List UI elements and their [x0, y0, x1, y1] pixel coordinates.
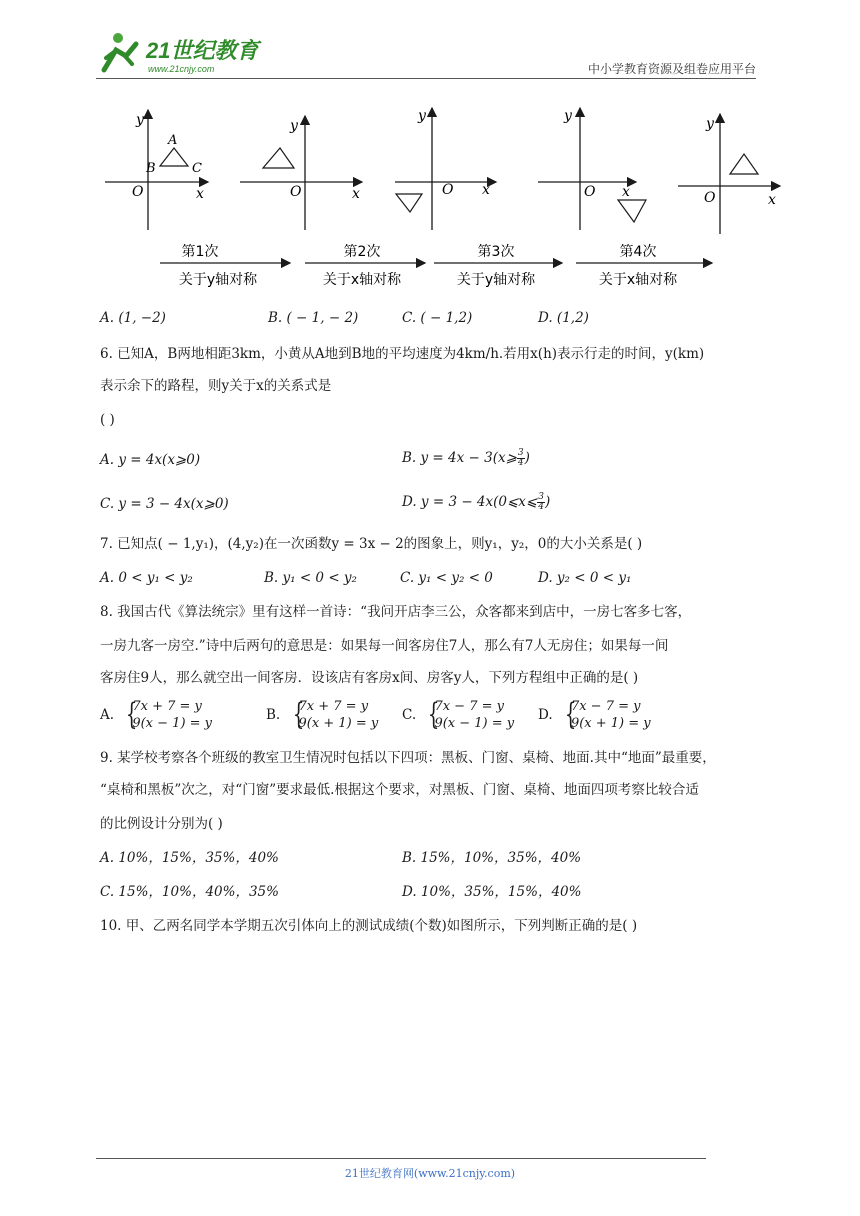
q6-line-1: 6. 已知A，B两地相距3km，小黄从A地到B地的平均速度为4km/h.若用x(h)表示行走的时间，y(km)	[100, 346, 705, 362]
q9-option-a: A. 10%，15%，35%，40%	[100, 850, 279, 866]
q8-line-3: 客房住9人，那么就空出一间客房．设该店有客房x间、房客y人，下列方程组中正确的是( )	[100, 670, 639, 686]
q9-line-3: 的比例设计分别为( )	[100, 816, 223, 832]
header-platform-text: 中小学教育资源及组卷应用平台	[587, 62, 756, 76]
q8-option-c: C. { 7x − 7 = y 9(x − 1) = y	[402, 697, 515, 732]
svg-text:关于y轴对称: 关于y轴对称	[456, 272, 536, 288]
q5-option-a: A. (1, −2)	[100, 310, 166, 326]
coordinate-panel-3	[395, 108, 496, 230]
svg-text:x: x	[622, 184, 630, 200]
svg-text:x: x	[352, 186, 360, 202]
svg-text:x: x	[768, 192, 776, 208]
svg-text:O: O	[132, 184, 144, 200]
svg-text:y: y	[564, 108, 572, 124]
q6-line-2: 表示余下的路程，则y关于x的关系式是	[100, 378, 332, 394]
svg-text:第2次: 第2次	[343, 244, 381, 260]
svg-text:关于x轴对称: 关于x轴对称	[598, 272, 678, 288]
q6-option-d: D. y = 3 − 4x(0⩽x⩽ $\frac{3}{4}$ )	[402, 492, 551, 512]
q8-option-b: B. { 7x + 7 = y 9(x + 1) = y	[266, 697, 379, 732]
svg-text:O: O	[290, 184, 302, 200]
q5-option-d: D. (1,2)	[538, 310, 589, 326]
logo-url: www.21cnjy.com	[148, 64, 215, 74]
svg-text:O: O	[584, 184, 596, 200]
svg-text:O: O	[704, 190, 716, 206]
coordinate-panel-1	[105, 110, 208, 230]
svg-text:关于x轴对称: 关于x轴对称	[322, 272, 402, 288]
q8-line-1: 8. 我国古代《算法统宗》里有这样一首诗：“我问开店李三公，众客都来到店中，一房七客多七客，	[100, 604, 692, 620]
footer-text: 21世纪教育网(www.21cnjy.com)	[344, 1167, 516, 1180]
svg-text:A: A	[168, 133, 178, 148]
q7-option-d: D. y₂ < 0 < y₁	[538, 570, 632, 586]
svg-text:y: y	[418, 108, 426, 124]
svg-text:第3次: 第3次	[477, 244, 515, 260]
q8-option-d: D. { 7x − 7 = y 9(x + 1) = y	[538, 697, 651, 732]
step-arrow-4	[576, 244, 712, 288]
q5-option-b: B. ( − 1, − 2)	[268, 310, 359, 326]
q9-option-b: B. 15%，10%，35%，40%	[402, 850, 582, 866]
svg-text:C: C	[192, 161, 202, 176]
svg-text:x: x	[196, 186, 204, 202]
svg-text:第1次: 第1次	[181, 244, 219, 260]
q8-line-2: 一房九客一房空.”诗中后两句的意思是：如果每一间客房住7人，那么有7人无房住；如果每一间	[100, 638, 669, 654]
svg-text:y: y	[136, 112, 144, 128]
q6-option-a: A. y = 4x(x⩾0)	[100, 452, 201, 468]
coordinate-panel-2	[240, 116, 362, 230]
footer-divider	[96, 1158, 706, 1159]
q7-option-a: A. 0 < y₁ < y₂	[100, 570, 193, 586]
q6-option-b: B. y = 4x − 3(x⩾ $\frac{3}{4}$ )	[402, 448, 530, 468]
svg-text:x: x	[482, 182, 490, 198]
coordinate-panel-4	[538, 108, 646, 230]
svg-text:B: B	[146, 161, 156, 176]
svg-text:关于y轴对称: 关于y轴对称	[178, 272, 258, 288]
q9-line-1: 9. 某学校考察各个班级的教室卫生情况时包括以下四项：黑板、门窗、桌椅、地面.其中“地面”最重要，	[100, 750, 716, 766]
q6-line-3: ( )	[100, 412, 115, 428]
q7-option-c: C. y₁ < y₂ < 0	[400, 570, 493, 586]
logo	[96, 30, 266, 78]
svg-text:y: y	[290, 118, 298, 134]
q7-option-b: B. y₁ < 0 < y₂	[264, 570, 357, 586]
q8-option-a: A. { 7x + 7 = y 9(x − 1) = y	[100, 697, 213, 732]
svg-text:O: O	[442, 182, 454, 198]
symmetry-figure	[100, 100, 790, 300]
q7-line: 7. 已知点( − 1,y₁)，(4,y₂)在一次函数y = 3x − 2的图象上，则y₁，y₂，0的大小关系是( )	[100, 536, 643, 552]
q5-option-c: C. ( − 1,2)	[402, 310, 473, 326]
logo-text: 21世纪教育	[146, 38, 259, 63]
q9-option-c: C. 15%，10%，40%，35%	[100, 884, 279, 900]
header-divider	[96, 78, 756, 79]
q10-line: 10. 甲、乙两名同学本学期五次引体向上的测试成绩(个数)如图所示，下列判断正确的是( )	[100, 918, 638, 934]
step-arrow-1	[160, 244, 290, 288]
svg-text:第4次: 第4次	[619, 244, 657, 260]
step-arrow-2	[305, 244, 425, 288]
q9-line-2: “桌椅和黑板”次之，对“门窗”要求最低.根据这个要求，对黑板、门窗、桌椅、地面四项考察比较合适	[100, 782, 699, 798]
q6-option-c: C. y = 3 − 4x(x⩾0)	[100, 496, 229, 512]
coordinate-panel-5	[678, 114, 780, 234]
svg-text:y: y	[706, 116, 714, 132]
step-arrow-3	[434, 244, 562, 288]
page-header	[96, 30, 756, 80]
q9-option-d: D. 10%，35%，15%，40%	[402, 884, 582, 900]
